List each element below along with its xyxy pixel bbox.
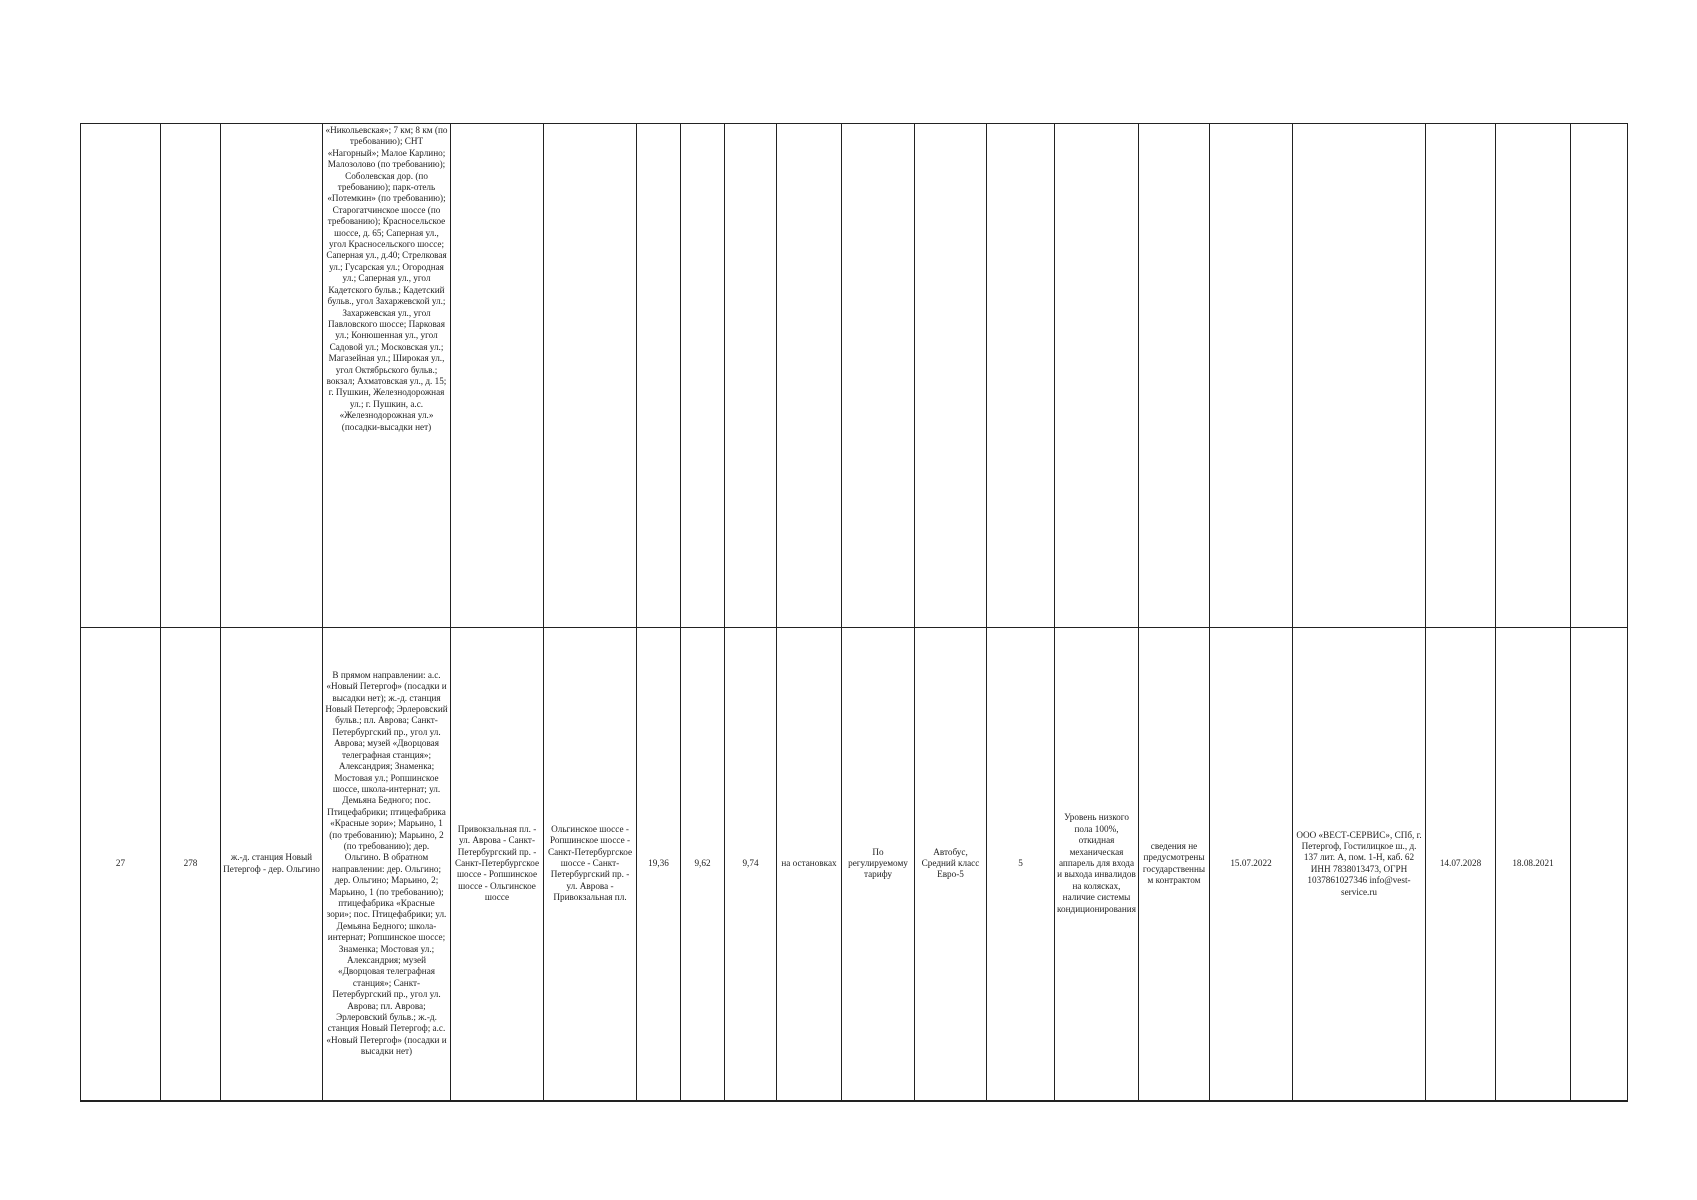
- reg-number-cell: 27: [81, 628, 161, 1101]
- registered-date-cell: 18.08.2021: [1496, 628, 1571, 1101]
- cell-empty: [1426, 124, 1496, 628]
- cell-empty: [1139, 124, 1210, 628]
- cell-empty: [221, 124, 323, 628]
- cell-empty: [81, 124, 161, 628]
- end-date-cell: 14.07.2028: [1426, 628, 1496, 1101]
- vehicle-count-cell: 5: [987, 628, 1055, 1101]
- stops-cell: В прямом направлении: а.с. «Новый Петергоф» (посадки и высадки нет); ж.-д. станция Новый Петергоф; Эрлеровский бульв.; пл. Аврова; Санкт-Петербургский пр., угол ул. Аврова; музей «Дворцовая телеграфная станция»; Александрия; Знаменка; Мостовая ул.; Ропшинское шоссе, школа-интернат; ул. Демьяна Бедного; пос. Птицефабрики; птицефабрика «Красные зори»; Марьино, 1 (по требованию); Марьино, 2 (по требованию); дер. Ольгино. В обратном направлении: дер. Ольгино; дер. Ольгино; Марьино, 2; Марьино, 1 (по требованию); птицефабрика «Красные зори»; пос. Птицефабрики; ул. Демьяна Бедного; школа-интернат; Ропшинское шоссе; Знаменка; Мостовая ул.; Александрия; музей «Дворцовая телеграфная станция»; Санкт-Петербургский пр., угол ул. Аврова; пл. Аврова; Эрлеровский бульв.; ж.-д. станция Новый Петергоф; а.с. «Новый Петергоф» (посадки и высадки нет): [323, 628, 451, 1101]
- length-backward-cell: 9,74: [725, 628, 777, 1101]
- streets-backward-cell: Ольгинское шоссе - Ропшинское шоссе - Санкт-Петербургское шоссе - Санкт-Петербургский пр. - ул. Аврова - Привокзальная пл.: [544, 628, 637, 1101]
- vehicle-type-cell: Автобус, Средний класс Евро-5: [915, 628, 987, 1101]
- cell-empty: [544, 124, 637, 628]
- cell-empty: [725, 124, 777, 628]
- cell-empty: [1293, 124, 1426, 628]
- cell-empty: [1496, 124, 1571, 628]
- accessibility-cell: Уровень низкого пола 100%, откидная механическая аппарель для входа и выхода инвалидов на колясках, наличие системы кондиционирования: [1055, 628, 1139, 1101]
- cell-empty: [1055, 124, 1139, 628]
- cell-empty: [987, 124, 1055, 628]
- cell-empty: [161, 124, 221, 628]
- length-forward-cell: 9,62: [681, 628, 725, 1101]
- streets-forward-cell: Привокзальная пл. - ул. Аврова - Санкт-Петербургский пр. - Санкт-Петербургское шоссе - Ропшинское шоссе - Ольгинское шоссе: [451, 628, 544, 1101]
- cell-empty: [915, 124, 987, 628]
- route-name-cell: ж.-д. станция Новый Петергоф - дер. Ольгино: [221, 628, 323, 1101]
- continued-row: [81, 124, 1628, 628]
- cell-empty: [637, 124, 681, 628]
- start-date-cell: 15.07.2022: [1210, 628, 1293, 1101]
- carrier-cell: ООО «ВЕСТ-СЕРВИС», СПб, г. Петергоф, Гостилицкое ш., д. 137 лит. А, пом. 1-Н, каб. 62 ИНН 7838013473, ОГРН 1037861027346 info@vest-service.ru: [1293, 628, 1426, 1101]
- continued-stops-cell: «Никольевская»; 7 км; 8 км (по требованию); СНТ «Нагорный»; Малое Карлино; Малозолово (по требованию); Соболевская дор. (по требованию); парк-отель «Потемкин» (по требованию); Старогатчинское шоссе (по требованию); Красносельское шоссе, д. 65; Саперная ул., угол Красносельского шоссе; Саперная ул., д.40; Стрелковая ул.; Гусарская ул.; Огородная ул.; Саперная ул., угол Кадетского бульв.; Кадетский бульв., угол Захаржевской ул.; Захаржевская ул., угол Павловского шоссе; Парковая ул.; Конюшенная ул., угол Садовой ул.; Московская ул.; Магазейная ул.; Широкая ул., угол Октябрьского бульв.; вокзал; Ахматовская ул., д. 15; г. Пушкин, Железнодорожная ул.; г. Пушкин, а.с. «Железнодорожная ул.» (посадки-высадки нет): [323, 124, 451, 628]
- cell-empty: [1210, 124, 1293, 628]
- cell-empty: [681, 124, 725, 628]
- tariff-cell: По регулируемому тарифу: [842, 628, 915, 1101]
- boarding-order-cell: на остановках: [777, 628, 842, 1101]
- cell-empty: [451, 124, 544, 628]
- cell-empty: [842, 124, 915, 628]
- notes-cell: [1571, 628, 1628, 1101]
- route-registry-table: [80, 123, 1628, 1102]
- cell-empty: [1571, 124, 1628, 628]
- route-row: [81, 628, 1628, 1101]
- route-number-cell: 278: [161, 628, 221, 1101]
- cell-empty: [777, 124, 842, 628]
- contract-info-cell: сведения не предусмотрены государственным контрактом: [1139, 628, 1210, 1101]
- length-total-cell: 19,36: [637, 628, 681, 1101]
